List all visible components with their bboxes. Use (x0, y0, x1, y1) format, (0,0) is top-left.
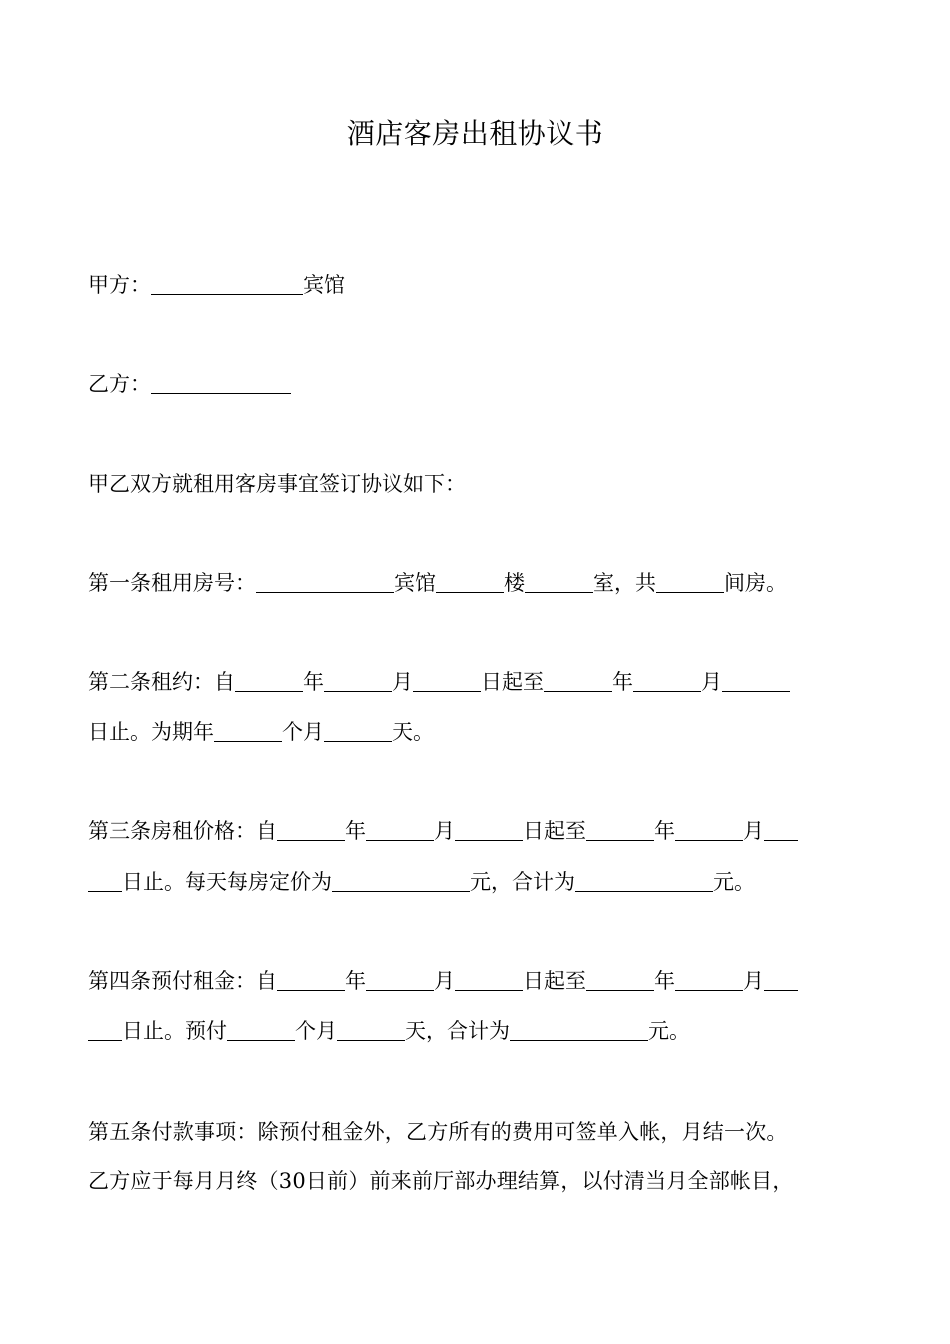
blank (633, 669, 701, 692)
party-a-suffix: 宾馆 (303, 273, 345, 297)
blank (88, 869, 122, 892)
blank (575, 869, 713, 892)
art2-text: 日止。为期年 (88, 720, 214, 744)
art3-text: 月 (743, 819, 764, 843)
blank (413, 669, 481, 692)
art1-prefix: 第一条租用房号： (88, 571, 256, 595)
art2-text: 年 (612, 670, 633, 694)
blank (722, 669, 790, 692)
blank (227, 1018, 295, 1041)
art3-text: 月 (434, 819, 455, 843)
art1-text: 间房。 (724, 571, 787, 595)
art3-text: 元。 (713, 870, 755, 894)
blank (366, 968, 434, 991)
blank (324, 719, 392, 742)
art2-text: 日起至 (481, 670, 544, 694)
blank (337, 1018, 405, 1041)
party-b-label: 乙方： (88, 372, 151, 396)
blank (510, 1018, 648, 1041)
blank (332, 869, 470, 892)
party-a-blank (151, 272, 303, 295)
art4-text: 元。 (648, 1019, 690, 1043)
blank (656, 570, 724, 593)
art3-text: 日起至 (523, 819, 586, 843)
article-5-line-1: 第五条付款事项：除预付租金外，乙方所有的费用可签单入帐，月结一次。 (88, 1120, 788, 1144)
art4-text: 天，合计为 (405, 1019, 510, 1043)
blank (455, 968, 523, 991)
art3-text: 年 (654, 819, 675, 843)
blank (586, 968, 654, 991)
art4-text: 日止。预付 (122, 1019, 227, 1043)
party-b-line (88, 369, 291, 399)
article-3-line-1 (88, 816, 798, 846)
blank (366, 818, 434, 841)
art4-prefix: 第四条预付租金：自 (88, 969, 277, 993)
article-4-line-2 (88, 1016, 690, 1046)
blank (764, 968, 798, 991)
blank (277, 968, 345, 991)
art4-text: 年 (654, 969, 675, 993)
art4-text: 月 (434, 969, 455, 993)
party-a-line (88, 270, 345, 300)
art4-text: 月 (743, 969, 764, 993)
art2-text: 月 (392, 670, 413, 694)
art2-text: 天。 (392, 720, 434, 744)
blank (277, 818, 345, 841)
art1-text: 楼 (504, 571, 525, 595)
blank (455, 818, 523, 841)
blank (214, 719, 282, 742)
blank (764, 818, 798, 841)
blank (586, 818, 654, 841)
party-b-blank (151, 371, 291, 394)
art3-prefix: 第三条房租价格：自 (88, 819, 277, 843)
blank (324, 669, 392, 692)
document-title: 酒店客房出租协议书 (346, 117, 604, 150)
art2-text: 月 (701, 670, 722, 694)
art2-text: 个月 (282, 720, 324, 744)
art3-text: 年 (345, 819, 366, 843)
blank (675, 968, 743, 991)
article-3-line-2 (88, 867, 755, 897)
article-2-line-2 (88, 717, 434, 747)
art4-text: 日起至 (523, 969, 586, 993)
blank (436, 570, 504, 593)
blank (675, 818, 743, 841)
art4-text: 年 (345, 969, 366, 993)
intro-line: 甲乙双方就租用客房事宜签订协议如下： (88, 472, 466, 496)
blank (256, 570, 394, 593)
blank (88, 1018, 122, 1041)
art1-text: 室，共 (593, 571, 656, 595)
art1-text: 宾馆 (394, 571, 436, 595)
article-4-line-1 (88, 966, 798, 996)
article-2-line-1 (88, 667, 790, 697)
blank (525, 570, 593, 593)
art3-text: 元，合计为 (470, 870, 575, 894)
party-a-label: 甲方： (88, 273, 151, 297)
art2-text: 年 (303, 670, 324, 694)
art2-prefix: 第二条租约：自 (88, 670, 235, 694)
art3-text: 日止。每天每房定价为 (122, 870, 332, 894)
article-1-line (88, 568, 787, 598)
blank (235, 669, 303, 692)
blank (544, 669, 612, 692)
art4-text: 个月 (295, 1019, 337, 1043)
article-5-line-2: 乙方应于每月月终（30日前）前来前厅部办理结算，以付清当月全部帐目， (88, 1169, 794, 1193)
